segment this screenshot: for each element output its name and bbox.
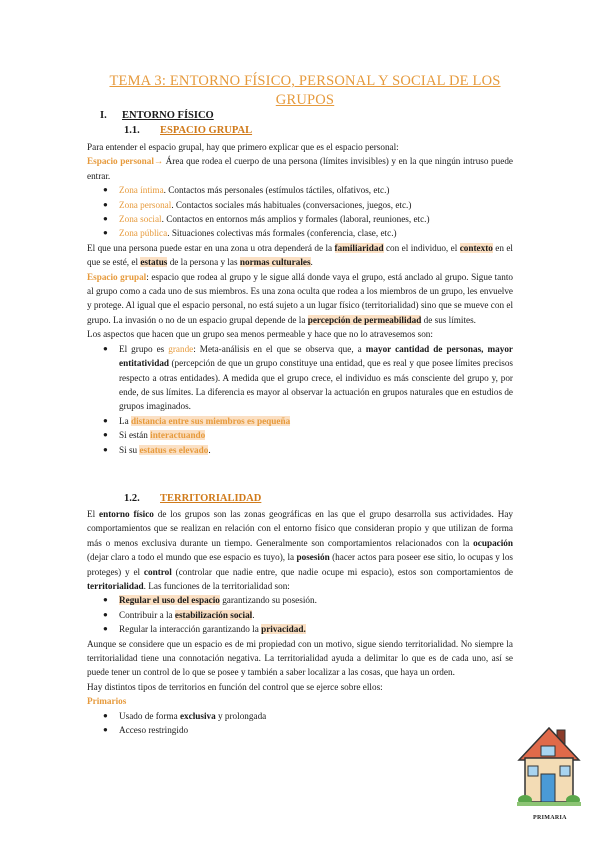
paragraph: Para entender el espacio grupal, hay que primero explicar que es el espacio personal: <box>87 142 399 152</box>
primarios-heading: Primarios <box>87 696 127 707</box>
aspectos-list <box>87 342 513 457</box>
list-item: ● Zona social. Contactos en entornos más amplios y formales (laboral, reuniones, etc.) <box>87 212 513 226</box>
list-item: ● Regular el uso del espacio garantizando su posesión. <box>87 593 513 607</box>
subsection-label: ESPACIO GRUPAL <box>160 125 253 136</box>
list-item: ● Usado de forma exclusiva y prolongada <box>87 709 513 723</box>
paragraph: Aunque se considere que un espacio es de mi propiedad con un motivo, sigue siendo territorialidad. No siempre la territorialidad tiene una connotación negativa. La territorialidad ayuda a delimitar lo que es de cada uno, así se puede tener un control de lo que se posee y también a saber localizar a las cosas, que haya un orden. <box>87 638 513 678</box>
list-item: ● La distancia entre sus miembros es pequeña <box>87 414 513 428</box>
paragraph: El que una persona puede estar en una zona u otra dependerá de la familiaridad con el individuo, el contexto en el que se esté, el estatus de la persona y las normas culturales. <box>87 242 513 268</box>
list-item: ● Zona personal. Contactos sociales más habituales (conversaciones, juegos, etc.) <box>87 198 513 212</box>
section-number: I. <box>100 110 107 121</box>
subsection-number: 1.2. <box>124 493 140 504</box>
espacio-grupal-text <box>87 140 513 457</box>
list-item: ● Si están interactuando <box>87 428 513 442</box>
paragraph-espacio-personal: Espacio personal→ Área que rodea el cuerpo de una persona (límites invisibles) y en la que ningún intruso puede entrar. <box>87 156 513 181</box>
list-item: ● Contribuir a la estabilización social. <box>87 608 513 622</box>
list-item: ● El grupo es grande: Meta-análisis en el que se observa que, a mayor cantidad de personas, mayor entitatividad (percepción de que un grupo constituye una entidad, que es real y que posee límites precisos respecto a otras entidades). A medida que el grupo crece, el individuo es más consciente del grupo y, por ende, de sus límites. La diferencia es mayor al observar la actuación en grupos naturales que en estudios de grupos imaginados. <box>87 342 513 414</box>
list-item: ● Si su estatus es elevado. <box>87 443 513 457</box>
primarios-list <box>87 709 513 738</box>
section-heading-entorno-fisico <box>100 110 214 121</box>
paragraph: El entorno físico de los grupos son las zonas geográficas en las que el grupo desarrolla sus actividades. Hay comportamientos que se realizan en relación con el entorno físico que consideran propio y que utilizan de forma más o menos exclusiva durante un tiempo. Generalmente son comportamientos relacionados con la ocupación (dejar claro a todo el mundo que ese espacio es tuyo), la posesión (hacer actos para poseer ese sitio, lo ocupas y los proteges) y el control (controlar que nadie entre, que nadie ocupe mi espacio), estos son comportamientos de territorialidad. Las funciones de la territorialidad son: <box>87 509 513 592</box>
paragraph-espacio-grupal: Espacio grupal: espacio que rodea al grupo y le sigue allá donde vaya el grupo, está anclado al grupo. Sigue tanto al grupo como a cada uno de sus miembros. Es una zona oculta que rodea a los miembros de un grupo, les envuelve y protege. Al igual que el espacio personal, no está sujeto a un lugar físico (territorialidad) sino que se mueve con el grupo. La invasión o no de un espacio grupal depende de la percepción de permeabilidad de sus límites. <box>87 271 513 325</box>
funciones-list <box>87 593 513 636</box>
list-item: ● Zona íntima. Contactos más personales (estímulos táctiles, olfativos, etc.) <box>87 183 513 197</box>
subsection-number: 1.1. <box>124 125 140 136</box>
list-item: ● Regular la interacción garantizando la privacidad. <box>87 622 513 636</box>
subsection-heading-territorialidad <box>124 493 261 504</box>
section-label: ENTORNO FÍSICO <box>122 110 214 121</box>
paragraph: Hay distintos tipos de territorios en función del control que se ejerce sobre ellos: <box>87 681 383 692</box>
subsection-heading-espacio-grupal <box>124 125 252 136</box>
house-illustration <box>517 724 581 812</box>
subsection-label: TERRITORIALIDAD <box>160 493 262 504</box>
territorialidad-text <box>87 507 513 738</box>
image-caption: PRIMARIA <box>533 815 567 821</box>
zonas-list <box>87 183 513 241</box>
list-item: ● Zona pública. Situaciones colectivas más formales (conferencia, clase, etc.) <box>87 226 513 240</box>
document-title: TEMA 3: ENTORNO FÍSICO, PERSONAL Y SOCIAL DE LOS GRUPOS <box>109 73 501 108</box>
list-item: ● Acceso restringido <box>87 723 513 737</box>
paragraph: Los aspectos que hacen que un grupo sea menos permeable y hace que no lo atravesemos son: <box>87 329 433 340</box>
